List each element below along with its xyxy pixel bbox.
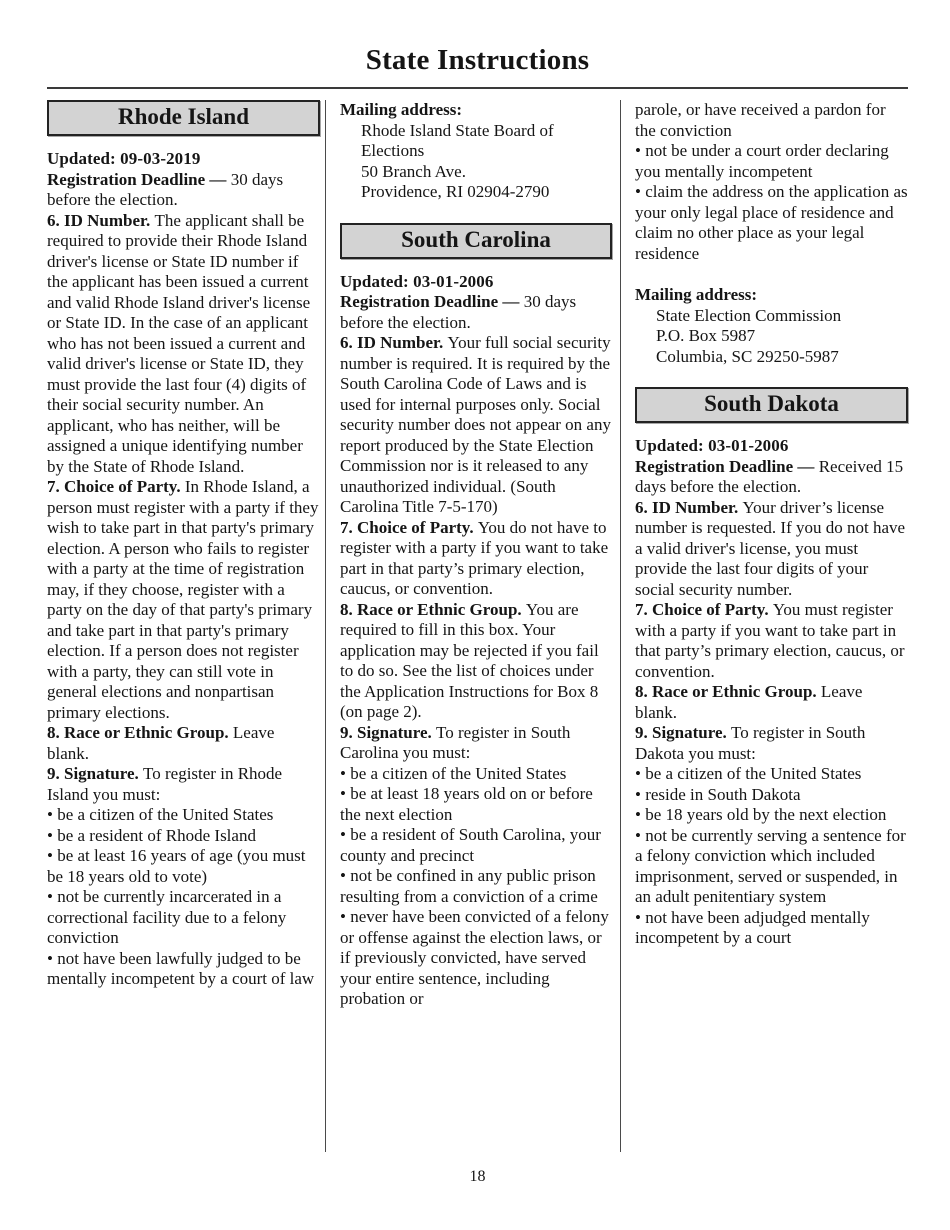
- address-line: State Election Commission: [656, 305, 842, 325]
- paragraph-lead: 7. Choice of Party.: [47, 477, 185, 496]
- page-number: 18: [469, 1168, 486, 1185]
- paragraph-lead: 7. Choice of Party.: [340, 517, 478, 537]
- bullet-item: [635, 785, 908, 806]
- paragraph: [340, 723, 612, 764]
- state-header-label: Rhode Island: [117, 104, 250, 129]
- paragraph-lead: Registration Deadline —: [340, 292, 524, 311]
- address-line: Rhode Island State Board of Elections: [361, 120, 554, 160]
- paragraph-text: You are required to fill in this box. Your application may be rejected if you fail to do so. See the list of choices under the Application Instructions for Box 8 (on page 2).: [340, 599, 599, 721]
- paragraph: [635, 682, 908, 723]
- paragraph: [635, 457, 908, 498]
- paragraph-lead: Registration Deadline —: [635, 456, 819, 476]
- updated-label: Updated: 03-01-2006: [340, 271, 494, 291]
- bullet-text: be a citizen of the United States: [57, 805, 274, 824]
- paragraph-text: 30 days before the election.: [340, 292, 577, 332]
- paragraph-text: Your driver’s license number is requested. If you do not have a valid driver's license, you must provide the last four digits of your social security number.: [635, 497, 906, 599]
- bullet-item: [47, 846, 320, 887]
- column-south-dakota: [620, 100, 908, 1152]
- address-lines: [656, 306, 908, 368]
- address-label: [635, 285, 908, 306]
- address-line: Columbia, SC 29250-5987: [656, 346, 839, 366]
- bullet-item: [47, 805, 320, 826]
- bullet-text: be a resident of South Carolina, your county and precinct: [340, 825, 601, 865]
- paragraph-lead: 8. Race or Ethnic Group.: [635, 682, 821, 701]
- bullet-item: [340, 784, 612, 825]
- bullet-text: be at least 16 years of age (you must be 18 years old to vote): [47, 846, 306, 886]
- paragraph: [635, 600, 908, 682]
- address-block: [340, 100, 612, 203]
- bullet-text: be a citizen of the United States: [645, 764, 862, 783]
- state-header-box: [635, 387, 908, 423]
- paragraph: [47, 211, 320, 478]
- bullet-item: [635, 182, 908, 264]
- state-header-label: South Dakota: [704, 391, 839, 416]
- bullet-item: [47, 887, 320, 949]
- bullet-text: not be currently serving a sentence for a felony conviction which included imprisonment, served or suspended, in an adult penitentiary system: [635, 825, 906, 906]
- paragraph: [340, 518, 612, 600]
- address-label: [340, 100, 612, 121]
- updated-label: Updated: 03-01-2006: [635, 436, 789, 455]
- paragraph-lead: 6. ID Number.: [340, 333, 448, 352]
- bullet-item: [635, 826, 908, 908]
- page-title: State Instructions: [365, 44, 590, 76]
- address-label-text: Mailing address:: [635, 285, 758, 304]
- bullet-text: not be under a court order declaring you mentally incompetent: [635, 141, 889, 181]
- paragraph: [47, 477, 320, 723]
- paragraph-text: To register in South Dakota you must:: [635, 723, 866, 763]
- paragraph: [340, 333, 612, 518]
- bullet-item: [340, 907, 612, 1010]
- paragraph-text: You do not have to register with a party if you want to take part in that party’s primary election, caucus, or convention.: [340, 517, 609, 598]
- paragraph-lead: 8. Race or Ethnic Group.: [47, 723, 233, 742]
- paragraph: [47, 170, 320, 211]
- address-label-text: Mailing address:: [340, 100, 463, 119]
- paragraph-text: To register in South Carolina you must:: [340, 722, 571, 762]
- bullet-item: [47, 826, 320, 847]
- bullet-text: reside in South Dakota: [645, 784, 801, 804]
- paragraph: [47, 764, 320, 805]
- bullet-text: be 18 years old by the next election: [645, 805, 887, 824]
- address-line: Providence, RI 02904-2790: [361, 182, 550, 201]
- bullet-item: [635, 764, 908, 785]
- state-header-box: [340, 223, 612, 259]
- bullet-item: [340, 825, 612, 866]
- bullet-item: [340, 866, 612, 907]
- paragraph: [47, 723, 320, 764]
- paragraph: [635, 100, 908, 141]
- bullet-item: [635, 141, 908, 182]
- bullet-item: [340, 764, 612, 785]
- updated-label: Updated: 09-03-2019: [47, 149, 201, 168]
- state-header-box: [47, 100, 320, 136]
- paragraph-lead: 9. Signature.: [340, 722, 437, 742]
- bullet-text: not have been adjudged mentally incompetent by a court: [635, 907, 870, 947]
- bullet-text: not have been lawfully judged to be mentally incompetent by a court of law: [47, 948, 315, 988]
- paragraph-text: The applicant shall be required to provide their Rhode Island driver's license or State ID number if the applicant has been issued a current and valid Rhode Island driver's license or State ID. In the case of an applicant who has not been issued a current and valid driver's license or State ID, they must provide the last four (4) digits of their social security number. An applicant, who has neither, will be assigned a unique identifying number by the State of Rhode Island.: [47, 210, 311, 476]
- address-lines: [361, 121, 612, 203]
- paragraph-text: Received 15 days before the election.: [635, 456, 904, 496]
- title-rule: [47, 87, 908, 89]
- paragraph: [340, 292, 612, 333]
- bullet-text: not be confined in any public prison resulting from a conviction of a crime: [340, 866, 598, 906]
- paragraph-lead: Registration Deadline —: [47, 169, 231, 189]
- paragraph-text: To register in Rhode Island you must:: [47, 764, 283, 804]
- paragraph: [635, 723, 908, 764]
- bullet-item: [635, 805, 908, 826]
- paragraph-text: parole, or have received a pardon for the conviction: [635, 100, 886, 140]
- paragraph-lead: 7. Choice of Party.: [635, 600, 773, 619]
- bullet-text: claim the address on the application as your only legal place of residence and claim no other place as your legal residence: [635, 182, 908, 263]
- paragraph-text: Leave blank.: [635, 682, 863, 722]
- address-block: [635, 285, 908, 367]
- paragraph-lead: 9. Signature.: [47, 764, 144, 783]
- paragraph-text: 30 days before the election.: [47, 169, 284, 209]
- column-rhode-island: [47, 100, 320, 1152]
- paragraph-lead: 8. Race or Ethnic Group.: [340, 599, 526, 619]
- state-header-label: South Carolina: [401, 226, 551, 252]
- address-line: P.O. Box 5987: [656, 326, 756, 345]
- bullet-item: [47, 949, 320, 990]
- paragraph-lead: 6. ID Number.: [47, 210, 155, 230]
- bullet-text: be a resident of Rhode Island: [57, 825, 256, 845]
- paragraph: [340, 600, 612, 723]
- paragraph-lead: 9. Signature.: [635, 723, 732, 742]
- address-line: 50 Branch Ave.: [361, 161, 466, 181]
- paragraph-lead: 6. ID Number.: [635, 497, 743, 517]
- paragraph-text: You must register with a party if you want to take part in that party’s primary election, caucus, or convention.: [635, 600, 905, 681]
- paragraph-text: In Rhode Island, a person must register with a party if they wish to take part in that party's primary election. A person who fails to register with a party at the time of registration may, if they choose, register with a party on the day of that party's primary and take part in that party's primary election. If a person does not register with a party, they can still vote in general elections and nonpartisan primary elections.: [47, 477, 319, 722]
- paragraph-text: Leave blank.: [47, 723, 275, 763]
- column-south-carolina: [325, 100, 612, 1152]
- bullet-text: not be currently incarcerated in a correctional facility due to a felony conviction: [47, 887, 287, 947]
- bullet-item: [635, 908, 908, 949]
- columns-container: [47, 100, 908, 1152]
- paragraph-text: Your full social security number is required. It is required by the South Carolina Code of Laws and is used for internal purposes only. Social security number does not appear on any report produced by the State Election Commission nor is it released to any unauthorized individual. (South Carolina Title 7-5-170): [340, 333, 611, 516]
- bullet-text: be at least 18 years old on or before the next election: [340, 784, 593, 824]
- bullet-text: be a citizen of the United States: [350, 763, 567, 783]
- bullet-text: never have been convicted of a felony or offense against the election laws, or if previously convicted, have served your entire sentence, including probation or: [340, 907, 609, 1008]
- paragraph: [635, 498, 908, 601]
